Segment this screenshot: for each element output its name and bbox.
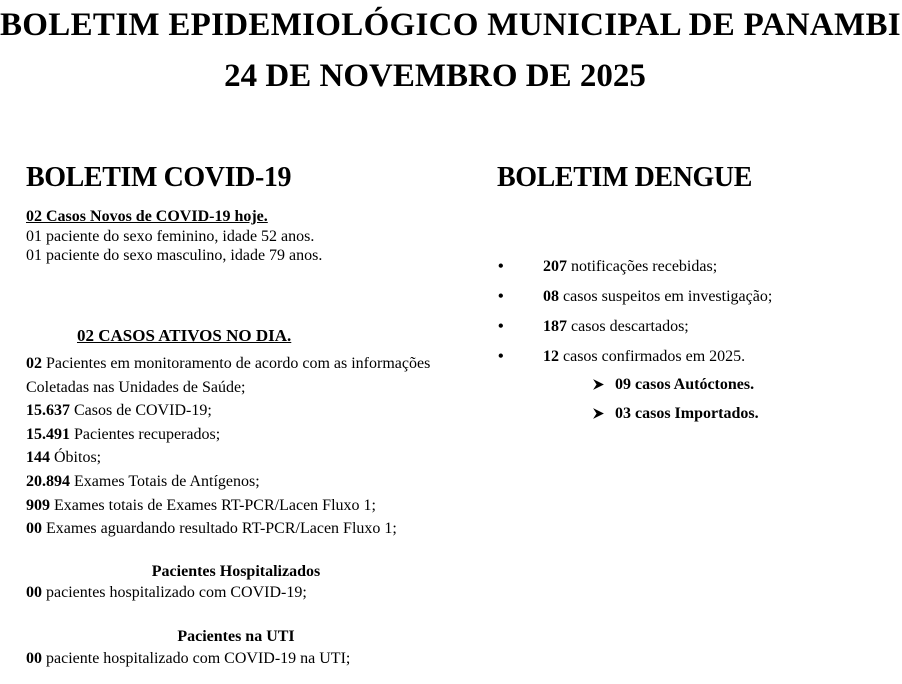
covid-hospitalized-line <box>26 583 307 602</box>
dengue-sub-list <box>497 375 887 433</box>
covid-stat-line <box>26 494 462 518</box>
stat-text: casos confirmados em 2025. <box>563 348 746 365</box>
covid-new-case-line: 01 paciente do sexo masculino, idade 79 anos. <box>26 247 323 264</box>
dengue-list-item <box>497 256 887 286</box>
stat-text: pacientes hospitalizado com COVID-19; <box>46 584 307 601</box>
dengue-list-item <box>497 346 887 376</box>
bullet-icon: • <box>498 288 504 305</box>
covid-stat-line <box>26 470 462 494</box>
stat-value: 02 <box>26 355 42 372</box>
arrow-bullet-icon <box>592 407 605 420</box>
stat-text: paciente hospitalizado com COVID-19 na UTI; <box>46 650 351 667</box>
covid-new-cases-block <box>26 207 476 266</box>
stat-value: 144 <box>26 449 50 467</box>
covid-stat-line <box>26 399 462 423</box>
covid-stat-line <box>26 423 462 447</box>
stat-text: Exames aguardando resultado RT-PCR/Lacen Fluxo 1; <box>46 520 397 538</box>
stat-value: 15.491 <box>26 425 70 443</box>
dengue-sub-item-label: 09 casos Autóctones. <box>615 376 755 393</box>
covid-stats-block <box>26 352 462 541</box>
stat-text: Casos de COVID-19; <box>74 402 212 420</box>
dengue-list-item <box>497 286 887 316</box>
stat-value: 08 <box>543 288 559 305</box>
covid-new-cases-title: 02 Casos Novos de COVID-19 hoje. <box>26 208 268 225</box>
stat-value: 12 <box>543 348 559 365</box>
stat-value: 909 <box>26 496 50 514</box>
covid-hospitalized-title: Pacientes Hospitalizados <box>151 563 321 580</box>
stat-text: Exames totais de Exames RT-PCR/Lacen Fluxo 1; <box>54 496 376 514</box>
covid-stat-line <box>26 517 462 541</box>
arrow-bullet-icon <box>592 378 605 391</box>
document-date: 24 DE NOVEMBRO DE 2025 <box>224 58 646 94</box>
covid-stat-line <box>26 446 462 470</box>
bullet-icon: • <box>498 258 504 275</box>
covid-section-heading: BOLETIM COVID-19 <box>26 162 292 193</box>
covid-uti-title: Pacientes na UTI <box>177 628 295 645</box>
stat-value: 00 <box>26 584 42 601</box>
dengue-sub-item <box>497 404 887 433</box>
stat-text: notificações recebidas; <box>571 258 718 275</box>
dengue-list-item <box>497 316 887 346</box>
dengue-sub-item-label: 03 casos Importados. <box>615 405 759 422</box>
stat-text: casos suspeitos em investigação; <box>563 288 773 305</box>
stat-text: Exames Totais de Antígenos; <box>74 472 260 490</box>
bullet-icon: • <box>498 348 504 365</box>
bullet-icon: • <box>498 318 504 335</box>
covid-active-cases-title: 02 CASOS ATIVOS NO DIA. <box>77 326 292 345</box>
stat-value: 00 <box>26 650 42 667</box>
covid-stat-line <box>26 352 462 399</box>
stat-text: Pacientes recuperados; <box>74 425 221 443</box>
document-title: BOLETIM EPIDEMIOLÓGICO MUNICIPAL DE PANAMBI <box>0 7 901 43</box>
stat-text: casos descartados; <box>571 318 689 335</box>
stat-value: 15.637 <box>26 402 70 420</box>
covid-uti-line <box>26 649 350 668</box>
stat-text: Óbitos; <box>54 449 102 467</box>
stat-value: 207 <box>543 258 567 275</box>
stat-value: 00 <box>26 520 42 538</box>
stat-value: 187 <box>543 318 567 335</box>
covid-new-case-line: 01 paciente do sexo feminino, idade 52 anos. <box>26 227 315 245</box>
dengue-bullet-list <box>497 256 887 376</box>
dengue-section-heading: BOLETIM DENGUE <box>497 162 752 193</box>
stat-text: Pacientes em monitoramento de acordo com as informações Coletadas nas Unidades de Saúde; <box>26 355 431 396</box>
dengue-sub-item <box>497 375 887 404</box>
stat-value: 20.894 <box>26 472 70 490</box>
